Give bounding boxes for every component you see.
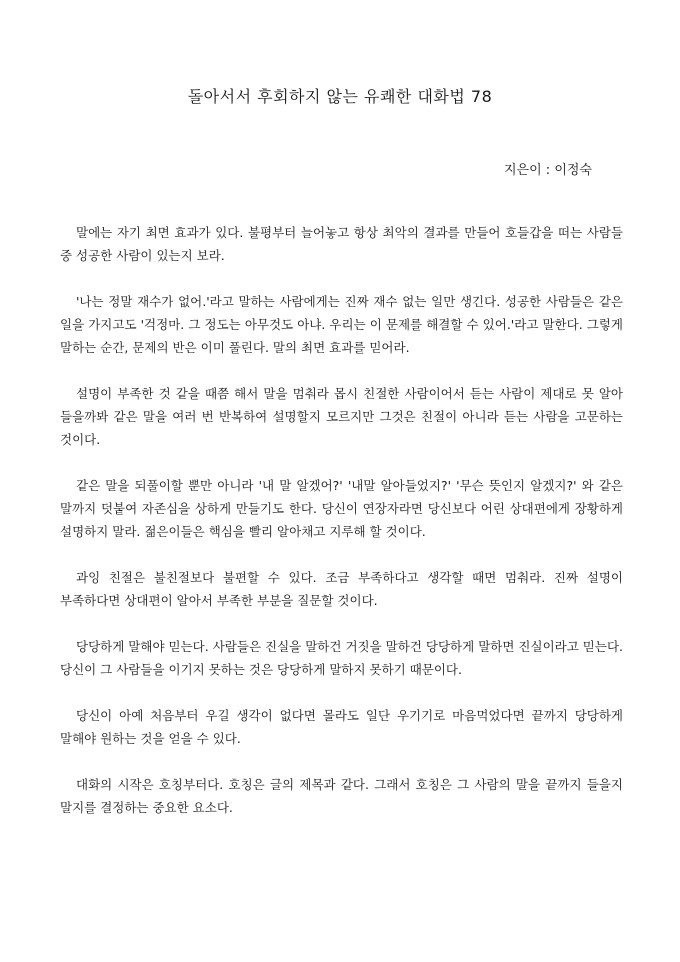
paragraph: 같은 말을 되풀이할 뿐만 아니라 '내 말 알겠어?' '내말 알아들었지?' '무슨 뜻인지 알겠지?' 와 같은 말까지 덧붙여 자존심을 상하게 만들기도 한다. 당신이 연장자라면 당신보다 어린 상대편에게 장황하게 설명하지 말라. 젊은이들은 핵심을 빨리 알아채고 지루해 할 것이다. [60, 478, 623, 539]
paragraph: 과잉 친절은 불친절보다 불편할 수 있다. 조금 부족하다고 생각할 때면 멈춰라. 진짜 설명이 부족하다면 상대편이 알아서 부족한 부분을 질문할 것이다. [60, 570, 623, 608]
paragraph: 당당하게 말해야 믿는다. 사람들은 진실을 말하건 거짓을 말하건 당당하게 말하면 진실이라고 믿는다. 당신이 그 사람들을 이기지 못하는 것은 당당하게 말하지 못하기 때문이다. [60, 639, 623, 677]
paragraph: 대화의 시작은 호칭부터다. 호칭은 글의 제목과 같다. 그래서 호칭은 그 사람의 말을 끝까지 들을지 말지를 결정하는 중요한 요소다. [60, 777, 623, 815]
document-body [60, 221, 623, 842]
paragraph: 말에는 자기 최면 효과가 있다. 불평부터 늘어놓고 항상 최악의 결과를 만들어 호들갑을 떠는 사람들 중 성공한 사람이 있는지 보라. [60, 225, 623, 263]
paragraph: 당신이 아예 처음부터 우길 생각이 없다면 몰라도 일단 우기기로 마음먹었다면 끝까지 당당하게 말해야 원하는 것을 얻을 수 있다. [60, 708, 623, 746]
document-title: 돌아서서 후회하지 않는 유쾌한 대화법 78 [187, 87, 493, 106]
paragraph: '나는 정말 재수가 없어.'라고 말하는 사람에게는 진짜 재수 없는 일만 생긴다. 성공한 사람들은 같은 일을 가지고도 '걱정마. 그 정도는 아무것도 아냐. 우리는 이 문제를 해결할 수 있어.'라고 말한다. 그렇게 말하는 순간, 문제의 반은 이미 풀린다. 말의 최면 효과를 믿어라. [60, 294, 623, 355]
paragraph: 설명이 부족한 것 같을 때쯤 해서 말을 멈춰라 몹시 친절한 사람이어서 듣는 사람이 제대로 못 알아 들을까봐 같은 말을 여러 번 반복하여 설명할지 모르지만 그것은 친절이 아니라 듣는 사람을 고문하는 것이다. [60, 386, 623, 447]
author-line: 지은이 : 이정숙 [504, 163, 592, 178]
